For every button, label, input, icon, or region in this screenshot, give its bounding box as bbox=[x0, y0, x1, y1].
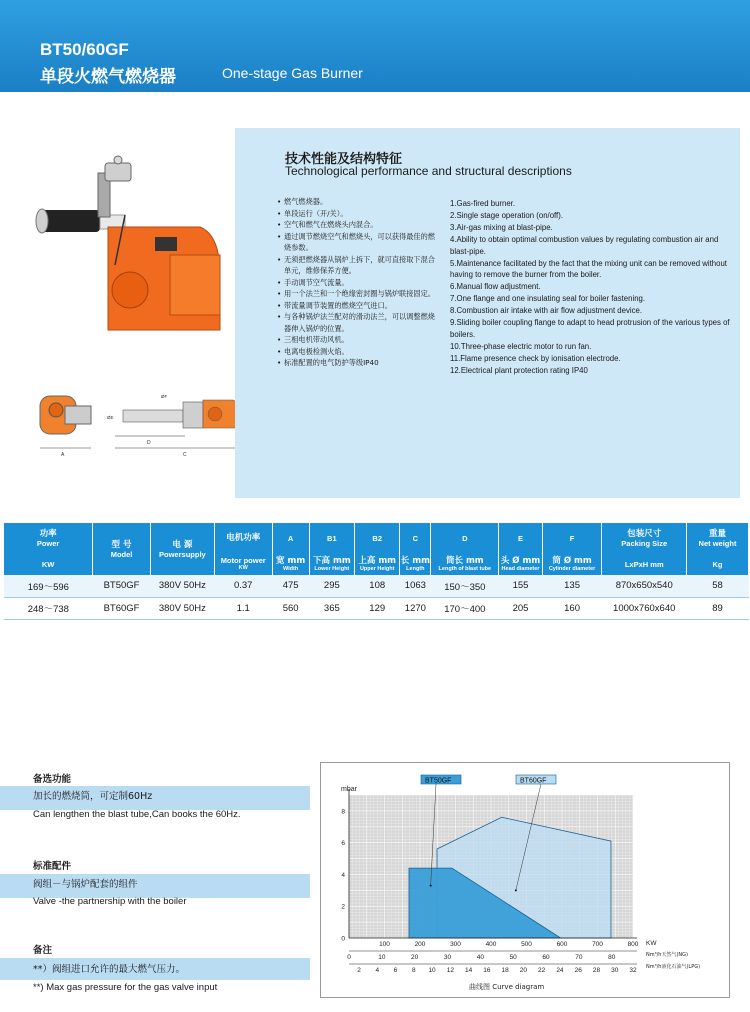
feature-en-item: 10.Three-phase electric motor to run fan. bbox=[450, 341, 592, 351]
dim-label-e: ØE bbox=[107, 415, 114, 420]
chart-ylabel: mbar bbox=[341, 786, 357, 793]
feature-en-item: 2.Single stage operation (on/off). bbox=[450, 210, 563, 220]
feature-en-item: 9.Sliding boiler coupling flange to adapt to head protrusion of the various types of boilers. bbox=[450, 318, 730, 339]
x-tick-lpg: 26 bbox=[574, 967, 582, 974]
standard-line-cn: 阀组－与锅炉配套的组件 bbox=[33, 879, 138, 890]
description-title-en: Technological performance and structural descriptions bbox=[285, 164, 572, 178]
model-title: BT50/60GF bbox=[40, 40, 129, 59]
x-tick-ng: 60 bbox=[542, 954, 550, 961]
table-row bbox=[4, 575, 749, 597]
x-tick-lpg: 10 bbox=[428, 967, 436, 974]
col-motor-unit: Motor power KW bbox=[214, 553, 272, 575]
x-tick-lpg: 24 bbox=[556, 967, 564, 974]
feature-cn-item: • 带流量调节装置的燃烧空气进口。 bbox=[277, 300, 442, 312]
cell-supply: 380V 50Hz bbox=[150, 597, 214, 619]
col-f: F bbox=[542, 523, 602, 553]
legend-anchor bbox=[515, 889, 517, 891]
x-tick-kw: 800 bbox=[627, 941, 639, 948]
x-tick-lpg: 14 bbox=[464, 967, 473, 974]
feature-cn-item: • 电离电极检测火焰。 bbox=[277, 346, 442, 358]
options-title: 备选功能 bbox=[33, 774, 72, 785]
col-b2: B2 bbox=[355, 523, 400, 553]
col-model: 型 号 Model bbox=[93, 523, 151, 575]
col-weight: 重量 Net weight bbox=[687, 523, 749, 553]
col-supply: 电 源 Powersupply bbox=[150, 523, 214, 575]
x-tick-kw: 600 bbox=[556, 941, 568, 948]
x-tick-lpg: 4 bbox=[375, 967, 380, 974]
y-tick-label: 4 bbox=[341, 871, 345, 879]
col-c: C bbox=[400, 523, 431, 553]
col-power: 功率 Power bbox=[4, 523, 93, 553]
x-tick-ng: 0 bbox=[347, 954, 351, 961]
notes-title: 备注 bbox=[33, 945, 53, 956]
x-tick-ng: 10 bbox=[378, 954, 386, 961]
cell-supply: 380V 50Hz bbox=[150, 575, 214, 597]
cell-e: 205 bbox=[499, 597, 542, 619]
y-tick-label: 2 bbox=[341, 903, 345, 911]
col-d-unit: 筒长 mm Length of blast tube bbox=[431, 553, 499, 575]
table-row bbox=[4, 597, 749, 619]
col-pack-unit: LxPxH mm bbox=[602, 553, 687, 575]
feature-en-item: 12.Electrical plant protection rating IP40 bbox=[450, 365, 588, 375]
options-line-cn: 加长的燃烧筒，可定制60Hz bbox=[33, 791, 153, 802]
cell-motor: 1.1 bbox=[214, 597, 272, 619]
x-tick-kw: 300 bbox=[450, 941, 461, 948]
cell-power: 248～738 bbox=[4, 597, 93, 619]
col-e-unit: 头 Ø mm Head diameter bbox=[499, 553, 542, 575]
x-tick-lpg: 22 bbox=[538, 967, 546, 974]
cell-d: 150～350 bbox=[431, 575, 499, 597]
dim-label-d: D bbox=[147, 440, 151, 446]
x-tick-ng: 40 bbox=[476, 954, 484, 961]
x-tick-kw: 200 bbox=[414, 941, 426, 948]
x-tick-lpg: 30 bbox=[611, 967, 619, 974]
cell-b2: 108 bbox=[355, 575, 400, 597]
feature-en-item: 11.Flame presence check by ionisation electrode. bbox=[450, 353, 621, 363]
dim-label-c: C bbox=[183, 452, 187, 458]
x-tick-kw: 100 bbox=[379, 941, 390, 948]
col-weight-unit: Kg bbox=[687, 553, 749, 575]
cell-f: 160 bbox=[542, 597, 602, 619]
dim-label-a: A bbox=[61, 452, 65, 458]
feature-cn-item: • 无须把燃烧器从锅炉上拆下，就可直接取下混合单元，维修保养方便。 bbox=[277, 254, 442, 277]
feature-cn-item: • 与各种锅炉法兰配对的滑动法兰，可以调整燃烧器伸入锅炉的位置。 bbox=[277, 311, 442, 334]
col-a-unit: 宽 mm Width bbox=[272, 553, 309, 575]
x-tick-lpg: 6 bbox=[393, 967, 398, 974]
col-pack: 包装尺寸 Packing Size bbox=[602, 523, 687, 553]
feature-cn-item: • 燃气燃烧器。 bbox=[277, 196, 442, 208]
features-cn-list bbox=[277, 196, 442, 369]
feature-en-item: 6.Manual flow adjustment. bbox=[450, 282, 541, 292]
notes-line-en: **) Max gas pressure for the gas valve input bbox=[33, 982, 218, 993]
description-panel bbox=[235, 128, 740, 498]
col-power-unit: KW bbox=[4, 553, 93, 575]
cell-pack: 1000x760x640 bbox=[602, 597, 687, 619]
feature-cn-item: • 空气和燃气在燃烧头内混合。 bbox=[277, 219, 442, 231]
cell-d: 170～400 bbox=[431, 597, 499, 619]
cell-pack: 870x650x540 bbox=[602, 575, 687, 597]
cell-power: 169～596 bbox=[4, 575, 93, 597]
x-tick-lpg: 28 bbox=[592, 967, 601, 974]
feature-en-item: 8.Combustion air intake with air flow adjustment device. bbox=[450, 306, 642, 316]
cell-b1: 365 bbox=[309, 597, 354, 619]
cell-f: 135 bbox=[542, 575, 602, 597]
chart-xlabel-lpg: Nm³/h液化石油气(LPG) bbox=[646, 964, 701, 970]
x-tick-ng: 80 bbox=[608, 954, 616, 961]
col-c-unit: 长 mm Length bbox=[400, 553, 431, 575]
cell-b2: 129 bbox=[355, 597, 400, 619]
features-en-list bbox=[450, 198, 735, 377]
standard-title: 标准配件 bbox=[33, 861, 72, 872]
col-e: E bbox=[499, 523, 542, 553]
x-tick-kw: 700 bbox=[592, 941, 603, 948]
col-b2-unit: 上高 mm Upper Height bbox=[355, 553, 400, 575]
cell-e: 155 bbox=[499, 575, 542, 597]
col-f-unit: 筒 Ø mm Cylinder diameter bbox=[542, 553, 602, 575]
x-tick-lpg: 16 bbox=[483, 967, 491, 974]
cell-a: 560 bbox=[272, 597, 309, 619]
feature-en-item: 1.Gas-fired burner. bbox=[450, 199, 516, 208]
col-d: D bbox=[431, 523, 499, 553]
x-tick-lpg: 12 bbox=[446, 967, 454, 974]
x-tick-lpg: 8 bbox=[411, 967, 416, 974]
x-tick-lpg: 20 bbox=[519, 967, 528, 974]
feature-en-item: 5.Maintenance facilitated by the fact that the mixing unit can be removed without having to remove the burner from the boiler. bbox=[450, 258, 727, 280]
y-tick-label: 6 bbox=[341, 840, 345, 848]
feature-cn-item: • 用一个法兰和一个绝缘密封圈与锅炉联接固定。 bbox=[277, 288, 442, 300]
col-b1-unit: 下高 mm Lower Height bbox=[309, 553, 354, 575]
y-tick-label: 0 bbox=[341, 935, 345, 943]
legend-anchor bbox=[430, 885, 432, 887]
x-tick-ng: 30 bbox=[443, 954, 452, 961]
feature-cn-item: • 通过调节燃烧空气和燃烧头，可以获得最佳的燃烧参数。 bbox=[277, 231, 442, 254]
legend-label: BT60GF bbox=[520, 777, 547, 785]
standard-line-en: Valve -the partnership with the boiler bbox=[33, 896, 187, 907]
cell-weight: 58 bbox=[687, 575, 749, 597]
burner-product-image bbox=[30, 155, 235, 355]
burner-side-drawing bbox=[35, 388, 95, 458]
chart-title: 曲线图 Curve diagram bbox=[469, 983, 545, 991]
x-tick-ng: 70 bbox=[575, 954, 583, 961]
x-tick-kw: 400 bbox=[485, 941, 497, 948]
x-tick-ng: 50 bbox=[509, 954, 517, 961]
feature-en-item: 7.One flange and one insulating seal for boiler fastening. bbox=[450, 294, 646, 304]
chart-xlabel-kw: KW bbox=[646, 940, 657, 947]
chart-xlabel-ng: Nm³/h天然气(NG) bbox=[646, 952, 688, 958]
x-tick-ng: 20 bbox=[411, 954, 419, 961]
feature-cn-item: • 手动调节空气流量。 bbox=[277, 277, 442, 289]
feature-cn-item: • 三相电机带动风机。 bbox=[277, 334, 442, 346]
cell-weight: 89 bbox=[687, 597, 749, 619]
cell-b1: 295 bbox=[309, 575, 354, 597]
col-a: A bbox=[272, 523, 309, 553]
legend-label: BT50GF bbox=[425, 777, 452, 785]
product-title-cn: 单段火燃气燃烧器 bbox=[40, 67, 176, 87]
x-tick-lpg: 32 bbox=[629, 967, 637, 974]
description-title-cn: 技术性能及结构特征 bbox=[285, 152, 403, 167]
curve-diagram bbox=[321, 763, 731, 999]
x-tick-kw: 500 bbox=[521, 941, 532, 948]
spec-table bbox=[4, 523, 749, 620]
cell-model: BT50GF bbox=[93, 575, 151, 597]
x-tick-lpg: 18 bbox=[501, 967, 509, 974]
cell-c: 1063 bbox=[400, 575, 431, 597]
options-line-en: Can lengthen the blast tube,Can books the 60Hz. bbox=[33, 809, 241, 820]
curve-diagram-box bbox=[320, 762, 730, 998]
feature-en-item: 4.Ability to obtain optimal combustion values by regulating combustion air and blast-pipe. bbox=[450, 234, 719, 256]
col-b1: B1 bbox=[309, 523, 354, 553]
page-header bbox=[0, 0, 750, 92]
cell-c: 1270 bbox=[400, 597, 431, 619]
feature-cn-item: • 单段运行（开/关）。 bbox=[277, 208, 442, 220]
feature-cn-item: • 标准配置的电气防护等级IP40 bbox=[277, 357, 442, 369]
x-tick-lpg: 2 bbox=[357, 967, 361, 974]
dim-label-f: ØF bbox=[161, 394, 168, 399]
col-motor: 电机功率 bbox=[214, 523, 272, 553]
product-title-en: One-stage Gas Burner bbox=[222, 65, 363, 81]
notes-line-cn: **）阀组进口允许的最大燃气压力。 bbox=[33, 964, 186, 975]
cell-a: 475 bbox=[272, 575, 309, 597]
cell-model: BT60GF bbox=[93, 597, 151, 619]
feature-en-item: 3.Air-gas mixing at blast-pipe. bbox=[450, 222, 553, 232]
cell-motor: 0.37 bbox=[214, 575, 272, 597]
y-tick-label: 8 bbox=[341, 808, 345, 816]
